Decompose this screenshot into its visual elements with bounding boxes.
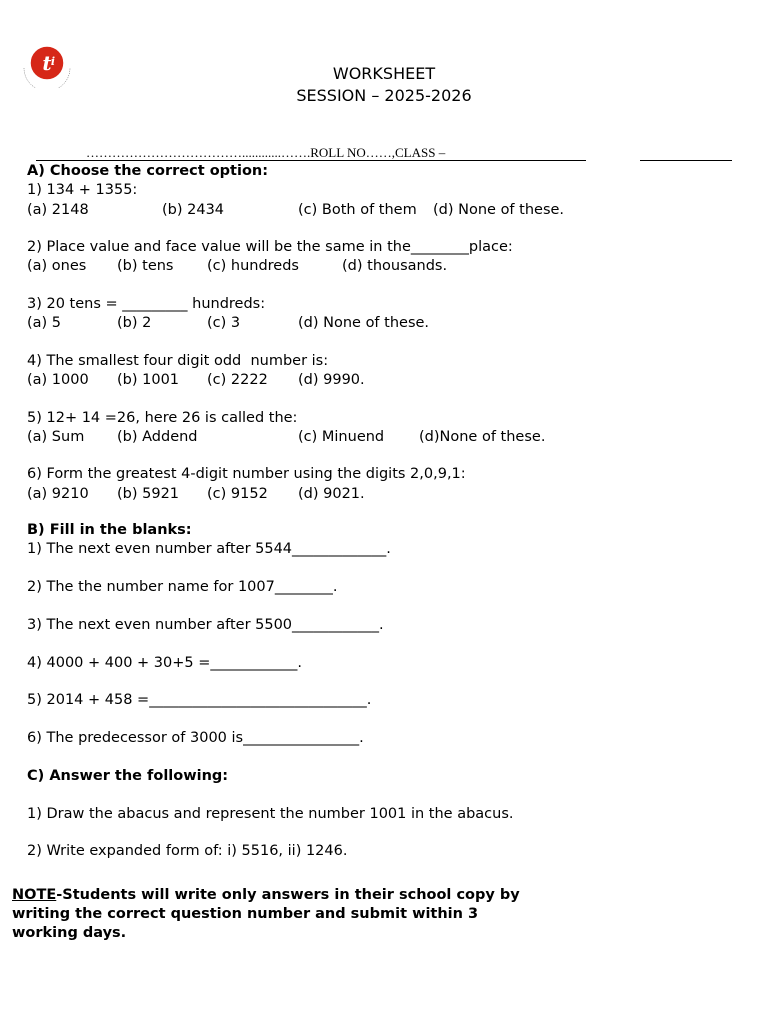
answer-question-2: 2) Write expanded form of: i) 5516, ii) 1246. bbox=[27, 843, 348, 859]
section-b-heading: B) Fill in the blanks: bbox=[27, 522, 192, 538]
option-a5-a: (a) Sum bbox=[27, 429, 85, 445]
question-a1: 1) 134 + 1355: bbox=[27, 182, 138, 198]
note-text-1: -Students will write only answers in their school copy by bbox=[56, 887, 520, 903]
answer-question-1: 1) Draw the abacus and represent the number 1001 in the abacus. bbox=[27, 806, 514, 822]
option-a4-d: (d) 9990. bbox=[298, 372, 365, 388]
option-a1-a: (a) 2148 bbox=[27, 202, 89, 218]
question-a5: 5) 12+ 14 =26, here 26 is called the: bbox=[27, 410, 298, 426]
option-a1-d: (d) None of these. bbox=[433, 202, 565, 218]
option-a4-b: (b) 1001 bbox=[117, 372, 180, 388]
question-a2: 2) Place value and face value will be the same in the________place: bbox=[27, 239, 513, 255]
option-a4-c: (c) 2222 bbox=[207, 372, 268, 388]
option-a1-c: (c) Both of them bbox=[298, 202, 417, 218]
option-a2-a: (a) ones bbox=[27, 258, 87, 274]
option-a6-a: (a) 9210 bbox=[27, 486, 89, 502]
question-a4: 4) The smallest four digit odd number is: bbox=[27, 353, 329, 369]
option-a3-a: (a) 5 bbox=[27, 315, 62, 331]
session-title: SESSION – 2025-2026 bbox=[296, 86, 472, 105]
svg-text:t: t bbox=[42, 51, 52, 75]
section-a-heading: A) Choose the correct option: bbox=[27, 163, 269, 179]
option-a4-a: (a) 1000 bbox=[27, 372, 89, 388]
option-a2-d: (d) thousands. bbox=[342, 258, 448, 274]
option-a2-b: (b) tens bbox=[117, 258, 174, 274]
fill-blank-4: 4) 4000 + 400 + 30+5 =____________. bbox=[27, 655, 302, 671]
option-a3-d: (d) None of these. bbox=[298, 315, 430, 331]
option-a5-c: (c) Minuend bbox=[298, 429, 385, 445]
note-line-1 bbox=[12, 886, 520, 905]
roll-class-row: ………………………………............…….ROLL NO……,CLASS – bbox=[86, 145, 446, 160]
fill-blank-1: 1) The next even number after 5544_____________. bbox=[27, 541, 391, 557]
fill-blank-5: 5) 2014 + 458 =______________________________. bbox=[27, 692, 372, 708]
option-a6-b: (b) 5921 bbox=[117, 486, 180, 502]
option-a6-c: (c) 9152 bbox=[207, 486, 268, 502]
note-line-3: working days. bbox=[12, 925, 127, 941]
fill-blank-6: 6) The predecessor of 3000 is________________. bbox=[27, 730, 364, 746]
option-a1-b: (b) 2434 bbox=[162, 202, 225, 218]
option-a3-c: (c) 3 bbox=[207, 315, 241, 331]
option-a5-d: (d)None of these. bbox=[419, 429, 546, 445]
option-a6-d: (d) 9021. bbox=[298, 486, 365, 502]
question-a3: 3) 20 tens = _________ hundreds: bbox=[27, 296, 266, 312]
option-a5-b: (b) Addend bbox=[117, 429, 198, 445]
option-a3-b: (b) 2 bbox=[117, 315, 152, 331]
date-line bbox=[640, 160, 732, 161]
svg-text:i: i bbox=[50, 55, 56, 68]
worksheet-title: WORKSHEET bbox=[332, 64, 436, 83]
section-c-heading: C) Answer the following: bbox=[27, 768, 229, 784]
fill-blank-2: 2) The the number name for 1007________. bbox=[27, 579, 338, 595]
note-label: NOTE bbox=[12, 887, 57, 903]
question-a6: 6) Form the greatest 4-digit number using the digits 2,0,9,1: bbox=[27, 466, 466, 482]
note-line-2: writing the correct question number and submit within 3 bbox=[12, 906, 479, 922]
fill-blank-3: 3) The next even number after 5500____________. bbox=[27, 617, 384, 633]
option-a2-c: (c) hundreds bbox=[207, 258, 299, 274]
